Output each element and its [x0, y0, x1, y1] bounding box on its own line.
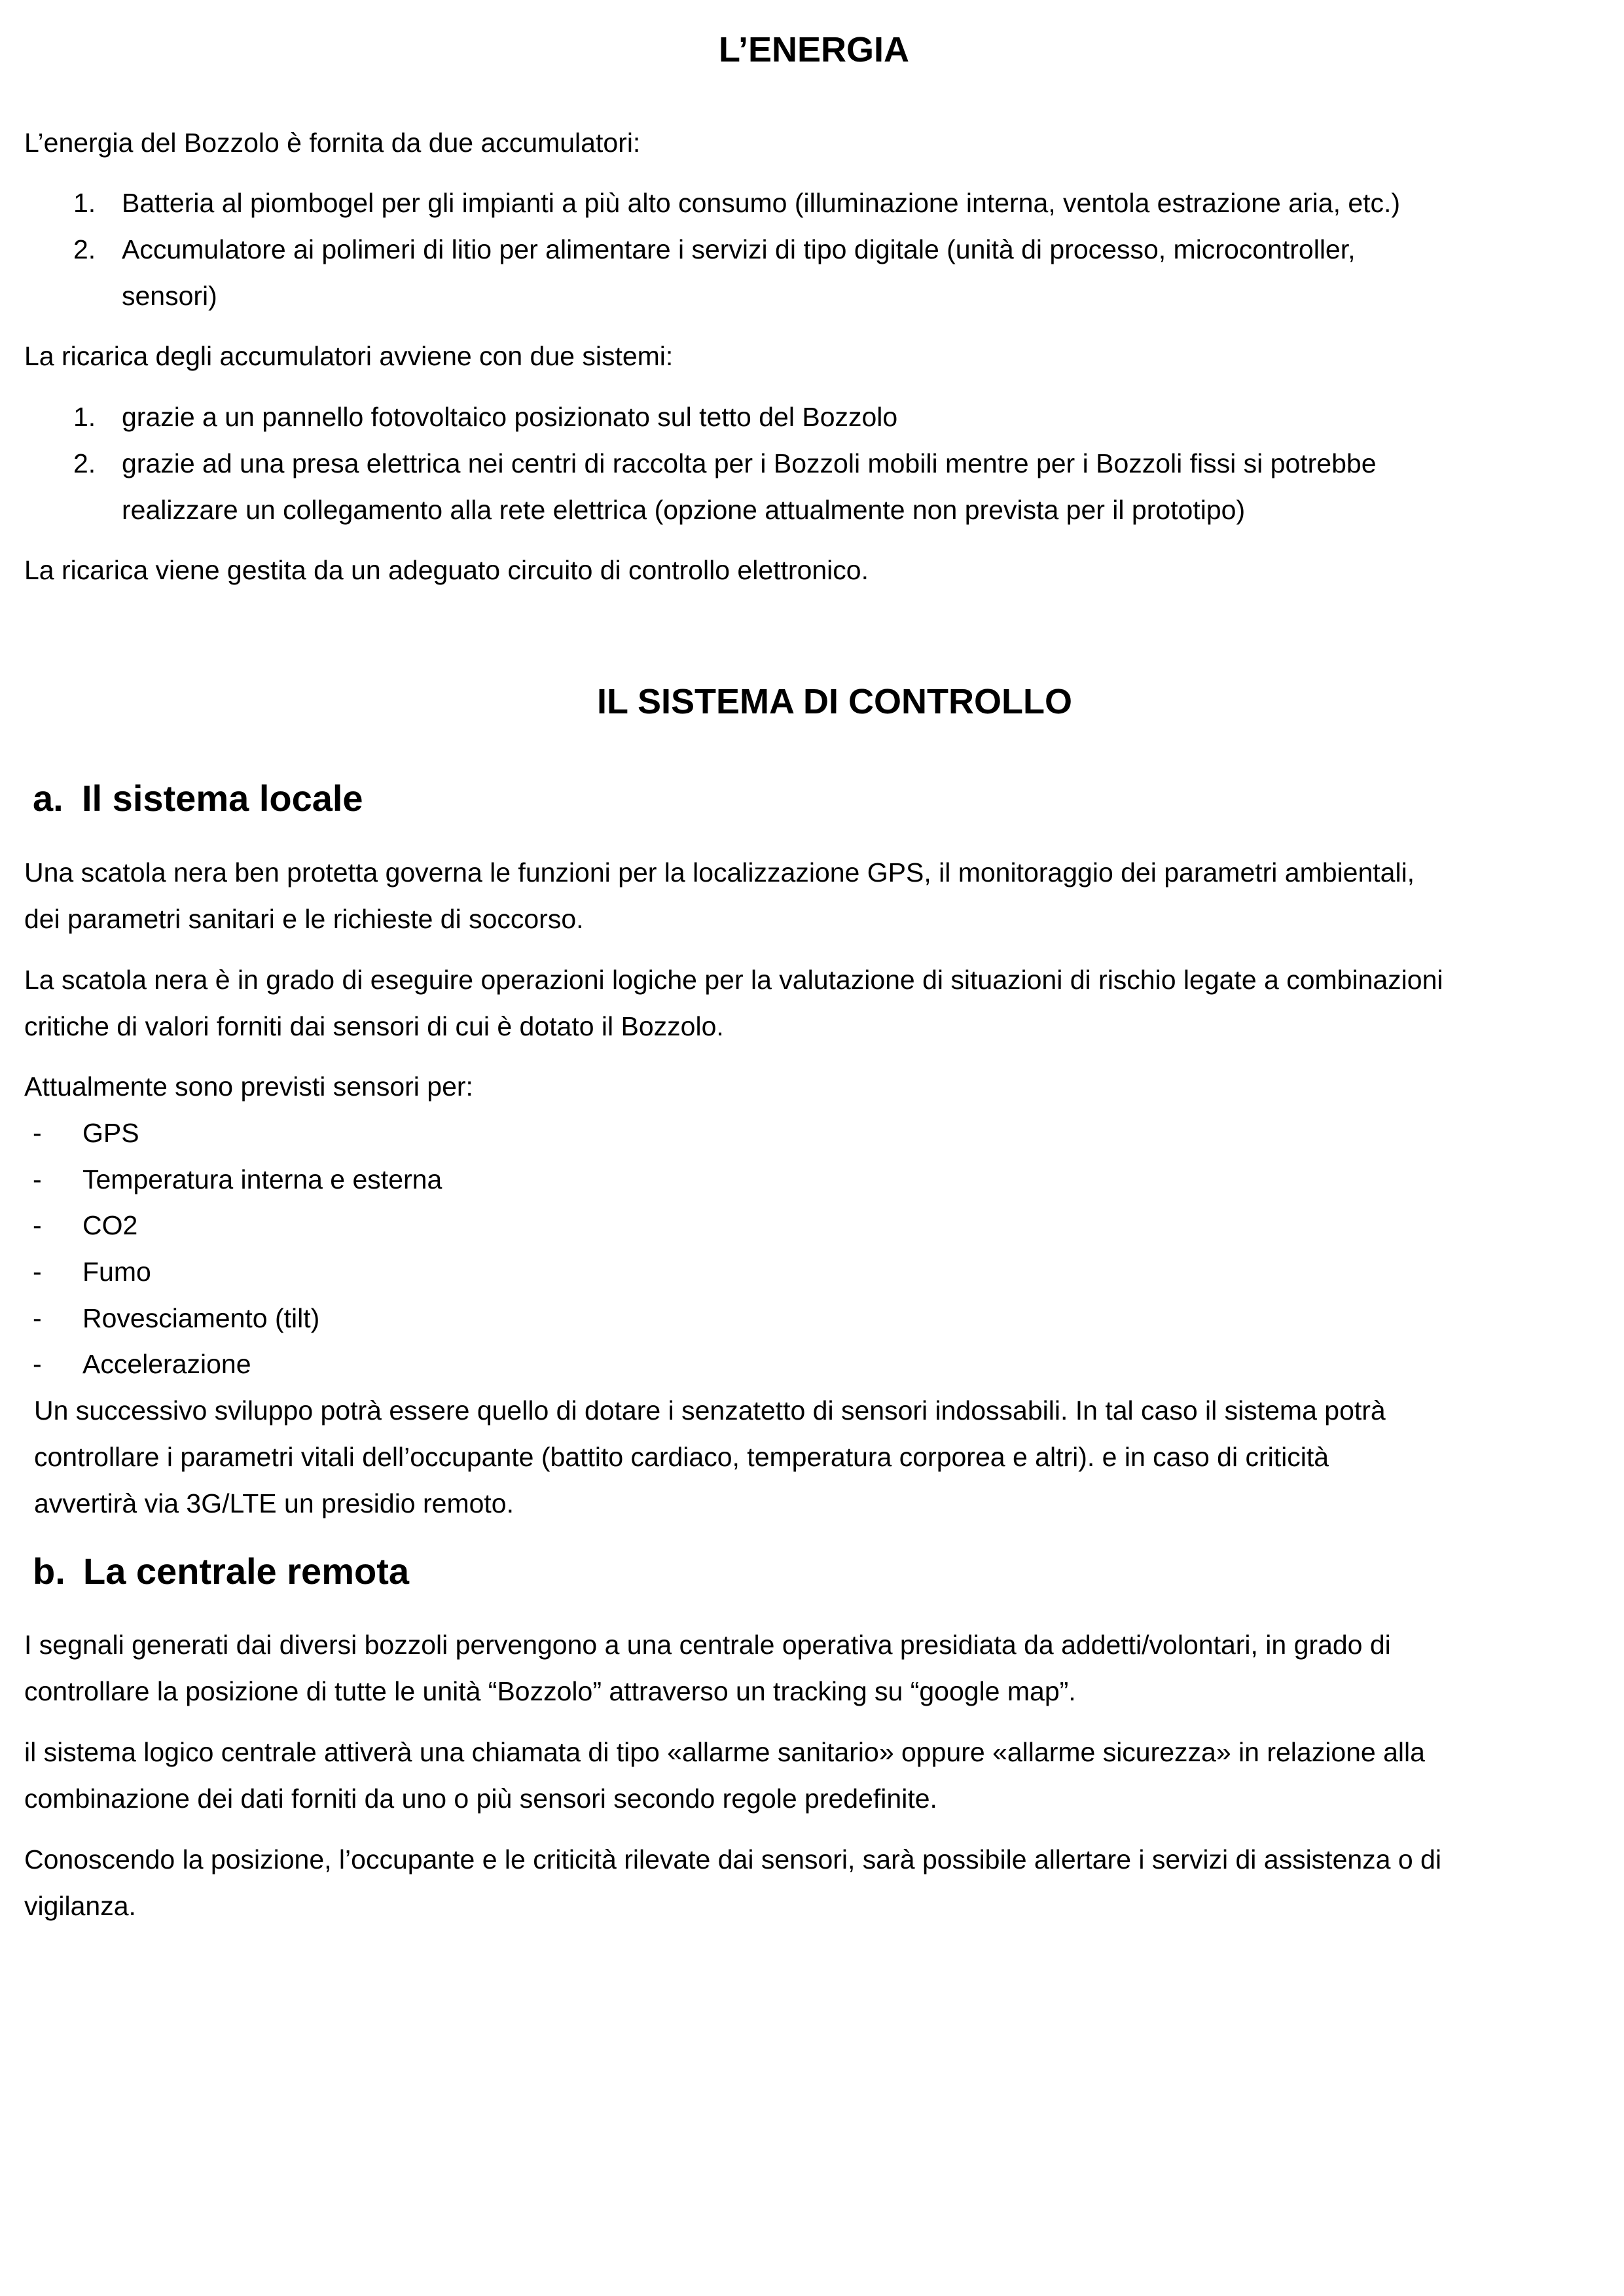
- remote-para-1-line-2: controllare la posizione di tutte le unità “Bozzolo” attraverso un tracking su “google map”.: [24, 1676, 1076, 1706]
- sensor-item-1: GPS: [82, 1118, 139, 1148]
- local-para-3-line-2: controllare i parametri vitali dell’occupante (battito cardiaco, temperatura corporea e altri). e in caso di criticità: [34, 1442, 1329, 1472]
- sensor-item-5: Rovesciamento (tilt): [82, 1303, 320, 1333]
- sensor-bullet-2: -: [33, 1164, 42, 1194]
- sensors-intro: Attualmente sono previsti sensori per:: [24, 1071, 473, 1102]
- local-heading-letter: a.: [33, 778, 63, 819]
- remote-para-1-line-1: I segnali generati dai diversi bozzoli pervengono a una centrale operativa presidiata da addetti/volontari, in grado di: [24, 1630, 1391, 1660]
- recharge-item-1: grazie a un pannello fotovoltaico posizionato sul tetto del Bozzolo: [122, 402, 898, 432]
- recharge-item-2-line-1: grazie ad una presa elettrica nei centri di raccolta per i Bozzoli mobili mentre per i Bozzoli fissi si potrebbe: [122, 448, 1377, 478]
- sensor-bullet-1: -: [33, 1118, 42, 1148]
- remote-heading: La centrale remota: [83, 1551, 409, 1592]
- recharge-note: La ricarica viene gestita da un adeguato circuito di controllo elettronico.: [24, 555, 869, 585]
- energy-intro: L’energia del Bozzolo è fornita da due accumulatori:: [24, 128, 641, 158]
- sensor-bullet-5: -: [33, 1303, 42, 1333]
- sensor-bullet-6: -: [33, 1349, 42, 1379]
- accumulator-item-2-line-2: sensori): [122, 281, 217, 311]
- remote-para-2-line-1: il sistema logico centrale attiverà una chiamata di tipo «allarme sanitario» oppure «allarme sicurezza» in relazione alla: [24, 1737, 1425, 1767]
- sensor-item-6: Accelerazione: [82, 1349, 251, 1379]
- local-para-2-line-2: critiche di valori forniti dai sensori di cui è dotato il Bozzolo.: [24, 1011, 724, 1041]
- sensor-item-3: CO2: [82, 1210, 138, 1240]
- recharge-intro: La ricarica degli accumulatori avviene con due sistemi:: [24, 341, 674, 371]
- local-heading: Il sistema locale: [82, 778, 363, 819]
- remote-para-3-line-1: Conoscendo la posizione, l’occupante e le criticità rilevate dai sensori, sarà possibile allertare i servizi di assistenza o di: [24, 1844, 1441, 1874]
- recharge-item-2-line-2: realizzare un collegamento alla rete elettrica (opzione attualmente non prevista per il prototipo): [122, 495, 1246, 525]
- recharge-number-2: 2.: [73, 448, 96, 478]
- remote-heading-letter: b.: [33, 1551, 65, 1592]
- sensor-bullet-3: -: [33, 1210, 42, 1240]
- local-para-1-line-1: Una scatola nera ben protetta governa le funzioni per la localizzazione GPS, il monitoraggio dei parametri ambientali,: [24, 857, 1415, 888]
- remote-para-2-line-2: combinazione dei dati forniti da uno o più sensori secondo regole predefinite.: [24, 1784, 937, 1814]
- accumulator-item-1: Batteria al piombogel per gli impianti a più alto consumo (illuminazione interna, ventola estrazione aria, etc.): [122, 188, 1401, 218]
- accumulator-number-2: 2.: [73, 234, 96, 264]
- local-para-2-line-1: La scatola nera è in grado di eseguire operazioni logiche per la valutazione di situazioni di rischio legate a combinazioni: [24, 965, 1443, 995]
- local-para-3-line-3: avvertirà via 3G/LTE un presidio remoto.: [34, 1488, 514, 1518]
- control-title: IL SISTEMA DI CONTROLLO: [597, 682, 1072, 721]
- energy-title: L’ENERGIA: [719, 30, 910, 69]
- sensor-item-2: Temperatura interna e esterna: [82, 1164, 442, 1194]
- sensor-bullet-4: -: [33, 1257, 42, 1287]
- accumulator-number-1: 1.: [73, 188, 96, 218]
- local-para-1-line-2: dei parametri sanitari e le richieste di soccorso.: [24, 904, 584, 934]
- recharge-number-1: 1.: [73, 402, 96, 432]
- accumulator-item-2-line-1: Accumulatore ai polimeri di litio per alimentare i servizi di tipo digitale (unità di processo, microcontroller,: [122, 234, 1356, 264]
- sensor-item-4: Fumo: [82, 1257, 151, 1287]
- remote-para-3-line-2: vigilanza.: [24, 1891, 136, 1921]
- local-para-3-line-1: Un successivo sviluppo potrà essere quello di dotare i senzatetto di sensori indossabili. In tal caso il sistema potrà: [34, 1395, 1386, 1426]
